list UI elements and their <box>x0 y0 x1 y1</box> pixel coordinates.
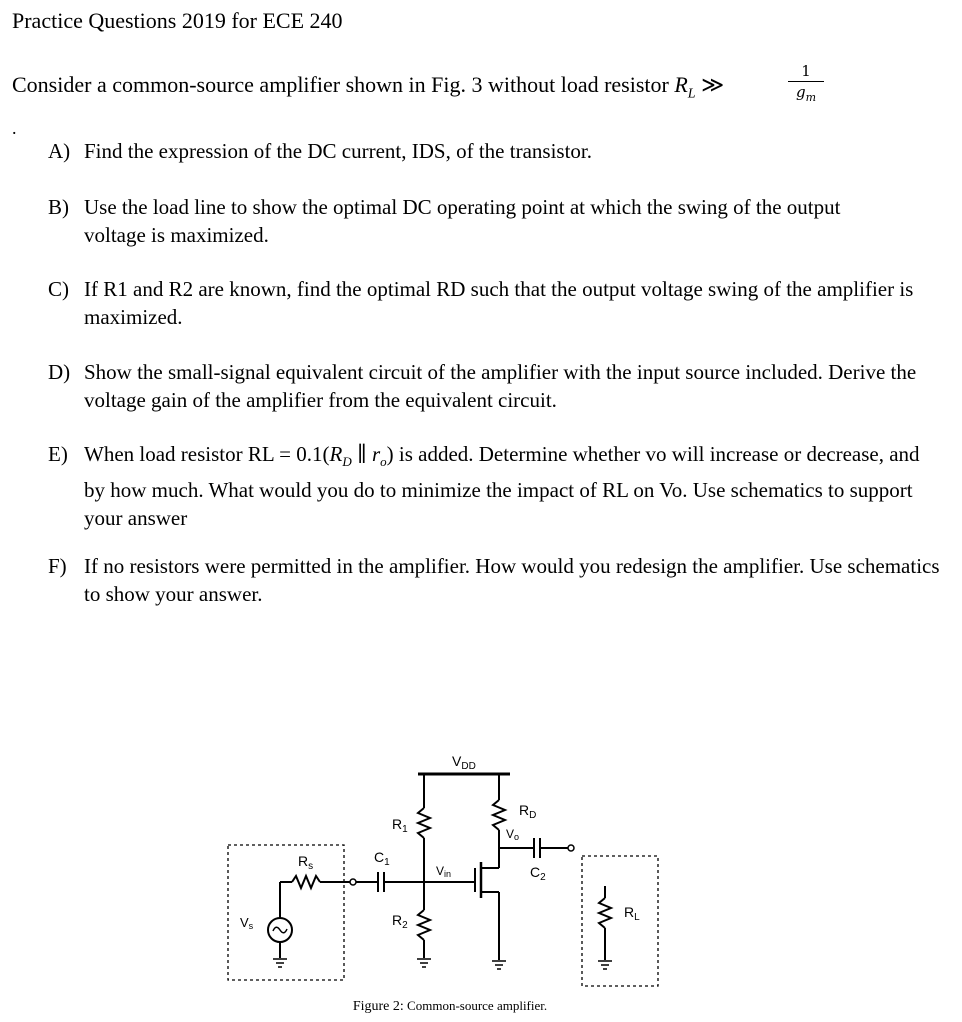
fraction-denominator <box>788 82 824 104</box>
vo-label: Vo <box>506 827 520 842</box>
bullet-dot: . <box>12 118 17 138</box>
c1-label: $C_1$ <box>374 849 390 868</box>
question-text: If no resistors were permitted in the amplifier. How would you redesign the amplifier. Use schematics to show your answer. <box>84 554 940 606</box>
question-e-math-sub: D <box>342 454 352 470</box>
question-e-pre: When load resistor RL = 0.1( <box>84 442 330 466</box>
question-e-math-ro: r <box>371 442 381 466</box>
question-label: C) <box>48 277 69 301</box>
rd-label: $R_D$ <box>519 802 537 821</box>
question-b <box>48 193 898 249</box>
load-box <box>582 856 658 986</box>
r2-label: $R_2$ <box>392 912 408 931</box>
fraction-numerator: 1 <box>788 62 824 82</box>
vin-label: Vin <box>436 864 452 879</box>
fraction-den-sub: m <box>805 91 817 104</box>
question-d <box>48 358 948 414</box>
intro-fraction <box>788 62 824 104</box>
question-e-math2-sub: o <box>380 454 387 470</box>
input-terminal <box>350 879 356 885</box>
intro-math-r: R <box>674 72 688 97</box>
question-label: F) <box>48 554 67 578</box>
question-e-math-r: R <box>329 442 343 466</box>
vs-sine-icon <box>273 927 287 933</box>
rd-resistor <box>493 800 505 830</box>
vdd-label: $V_{DD}$ <box>452 753 476 772</box>
r1-label: $R_1$ <box>392 816 408 835</box>
r2-resistor <box>418 910 430 940</box>
question-e-parallel: ∥ <box>351 442 372 466</box>
intro-text <box>12 72 724 102</box>
c2-label: $C_2$ <box>530 864 546 883</box>
output-terminal <box>568 845 574 851</box>
question-text: If R1 and R2 are known, find the optimal RD such that the output voltage swing of the amplifier is maximized. <box>84 277 914 329</box>
intro-sentence: Consider a common-source amplifier shown in Fig. 3 without load resistor <box>12 72 675 97</box>
caption-prefix: Figure 2: <box>352 999 404 1014</box>
rs-label: $R_s$ <box>298 853 314 872</box>
ground-icon <box>492 961 506 969</box>
fraction-den-g: g <box>795 83 806 101</box>
question-e-post: ) is added. Determine whether vo will increase or decrease, and by how much. What would you do to minimize the impact of RL on Vo. Use schematics to support your answer <box>84 442 920 531</box>
question-e <box>48 440 928 532</box>
question-text: Show the small-signal equivalent circuit of the amplifier with the input source included. Derive the voltage gain of the amplifier from the equivalent circuit. <box>84 360 917 412</box>
question-text: Use the load line to show the optimal DC operating point at which the swing of the output voltage is maximized. <box>84 195 841 247</box>
vs-label: Vs <box>240 915 254 931</box>
question-label: B) <box>48 195 69 219</box>
question-a <box>48 137 948 165</box>
rl-label: $R_L$ <box>624 904 640 923</box>
question-label: E) <box>48 442 68 466</box>
r1-resistor <box>418 808 430 838</box>
question-text: Find the expression of the DC current, IDS, of the transistor. <box>84 139 592 163</box>
question-f <box>48 552 948 608</box>
figure-caption <box>0 998 900 1015</box>
caption-text: Common-source amplifier. <box>403 998 548 1013</box>
ground-icon <box>273 959 287 967</box>
question-text <box>84 440 928 532</box>
question-label: A) <box>48 139 71 163</box>
intro-math-sub: L <box>687 86 696 102</box>
ground-icon <box>417 959 431 967</box>
intro-relation: ≫ <box>695 72 725 97</box>
ground-icon <box>598 961 612 969</box>
question-c <box>48 275 933 331</box>
rs-resistor <box>292 876 320 888</box>
circuit-diagram <box>0 740 962 995</box>
question-label: D) <box>48 360 71 384</box>
rl-resistor <box>599 898 611 928</box>
page-title: Practice Questions 2019 for ECE 240 <box>12 8 343 33</box>
